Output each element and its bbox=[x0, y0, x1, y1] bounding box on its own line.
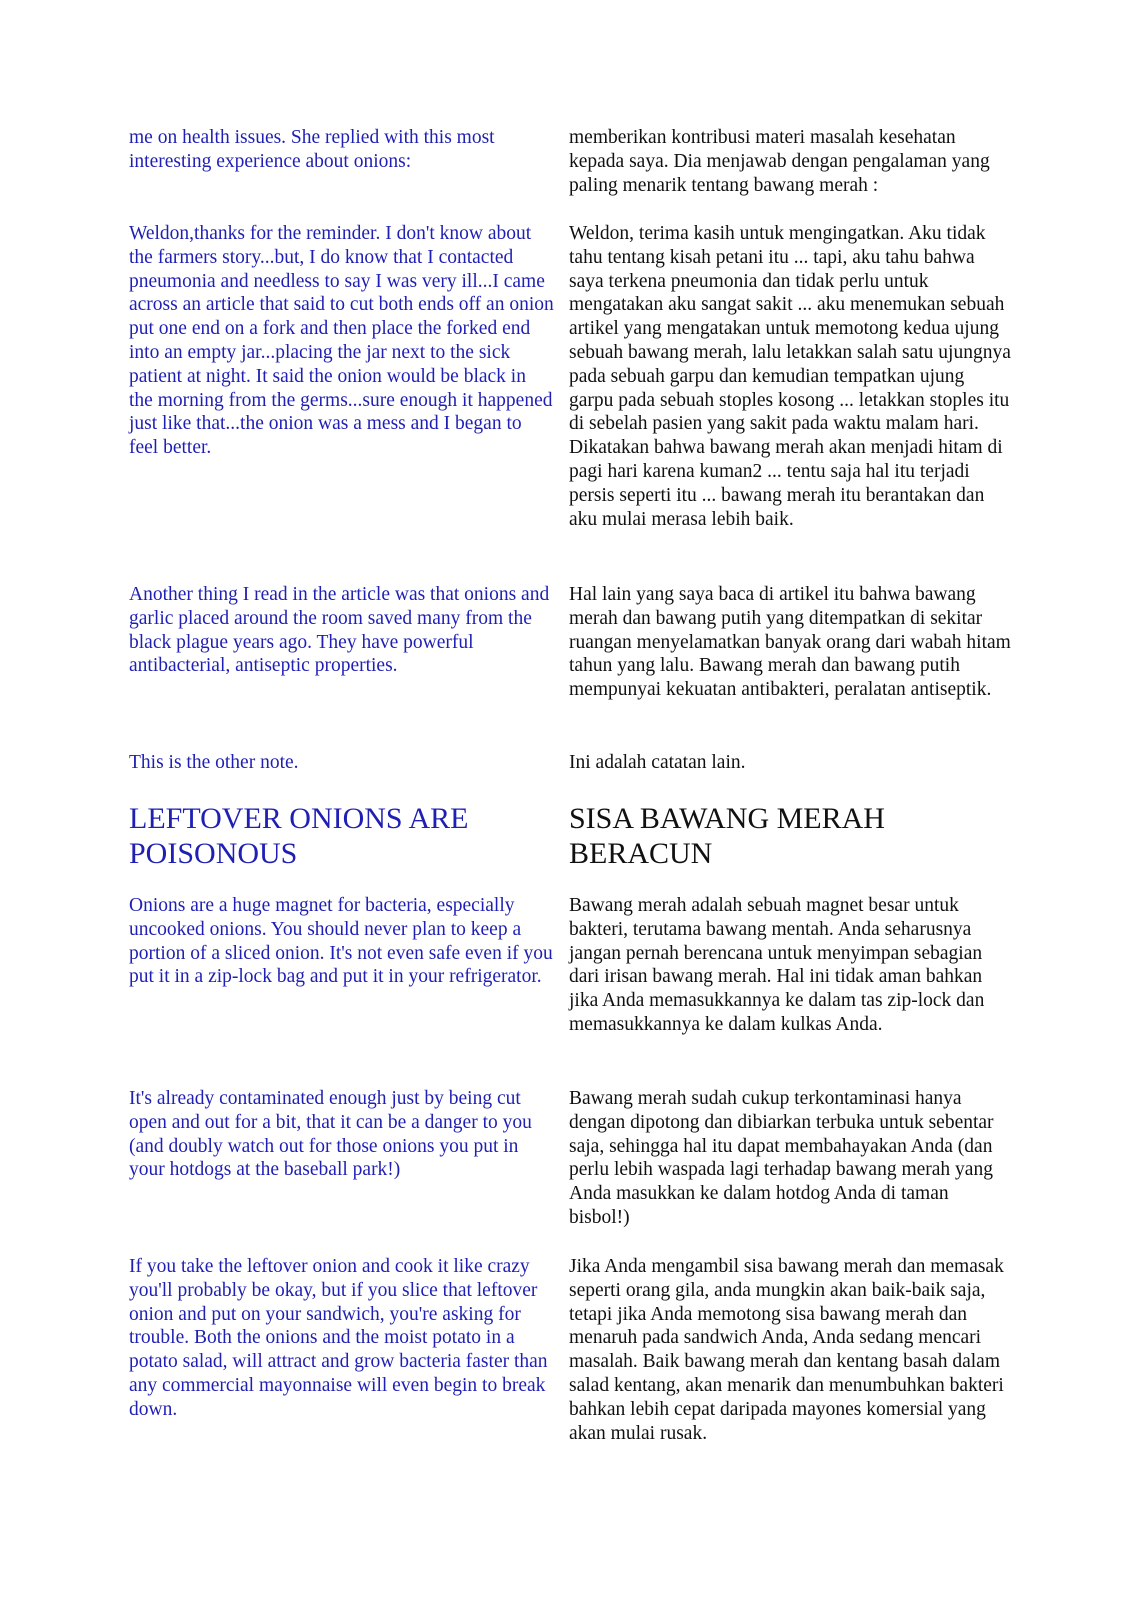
english-paragraph: It's already contaminated enough just by being cut open and out for a bit, that it can be a danger to you (and doubly watch out for those onions you put in your hotdogs at the baseball park!) bbox=[129, 1088, 532, 1181]
indonesian-paragraph: memberikan kontribusi materi masalah kesehatan kepada saya. Dia menjawab dengan pengalaman yang paling menarik tentang bawang merah : bbox=[569, 127, 990, 196]
english-paragraph: Weldon,thanks for the reminder. I don't know about the farmers story...but, I do know that I contacted pneumonia and needless to say I was very ill...I came across an article that said to cut both ends off an onion put one end on a fork and then place the forked end into an empty jar...placing the jar next to the sick patient at night. It said the onion would be black in the morning from the germs...sure enough it happened just like that...the onion was a mess and I began to feel better. bbox=[129, 223, 554, 459]
indonesian-paragraph: Bawang merah sudah cukup terkontaminasi hanya dengan dipotong dan dibiarkan terbuka untuk sebentar saja, sehingga hal itu dapat membahayakan Anda (dan perlu lebih waspada lagi terhadap bawang merah yang Anda masukkan ke dalam hotdog Anda di taman bisbol!) bbox=[569, 1088, 994, 1228]
english-paragraph: me on health issues. She replied with this most interesting experience about onions: bbox=[129, 127, 495, 172]
indonesian-heading: SISA BAWANG MERAH BERACUN bbox=[569, 802, 885, 870]
english-paragraph: If you take the leftover onion and cook it like crazy you'll probably be okay, but if you slice that leftover onion and put on your sandwich, you're asking for trouble. Both the onions and the moist potato in a potato salad, will attract and grow bacteria faster than any commercial mayonnaise will even begin to break down. bbox=[129, 1256, 548, 1420]
english-paragraph: This is the other note. bbox=[129, 752, 299, 773]
indonesian-paragraph: Hal lain yang saya baca di artikel itu bahwa bawang merah dan bawang putih yang ditempatkan di sekitar ruangan menyelamatkan banyak orang dari wabah hitam tahun yang lalu. Bawang merah dan bawang putih mempunyai kekuatan antibakteri, peralatan antiseptik. bbox=[569, 584, 1011, 701]
english-paragraph: Another thing I read in the article was that onions and garlic placed around the room saved many from the black plague years ago. They have powerful antibacterial, antiseptic properties. bbox=[129, 584, 550, 677]
english-paragraph: Onions are a huge magnet for bacteria, especially uncooked onions. You should never plan to keep a portion of a sliced onion. It's not even safe even if you put it in a zip-lock bag and put it in your refrigerator. bbox=[129, 895, 553, 988]
indonesian-paragraph: Bawang merah adalah sebuah magnet besar untuk bakteri, terutama bawang mentah. Anda seharusnya jangan pernah berencana untuk menyimpan sebagian dari irisan bawang merah. Hal ini tidak aman bahkan jika Anda memasukkannya ke dalam tas zip-lock dan memasukkannya ke dalam kulkas Anda. bbox=[569, 895, 985, 1035]
indonesian-paragraph: Ini adalah catatan lain. bbox=[569, 752, 746, 773]
english-heading: LEFTOVER ONIONS ARE POISONOUS bbox=[129, 802, 469, 870]
indonesian-paragraph: Weldon, terima kasih untuk mengingatkan. Aku tidak tahu tentang kisah petani itu ... tapi, aku tahu bahwa saya terkena pneumonia dan tidak perlu untuk mengatakan aku sangat sakit ... aku menemukan sebuah artikel yang mengatakan untuk memotong kedua ujung sebuah bawang merah, lalu letakkan salah satu ujungnya pada sebuah garpu dan kemudian tempatkan ujung garpu pada sebuah stoples kosong ... letakkan stoples itu di sebelah pasien yang sakit pada waktu malam hari. Dikatakan bahwa bawang merah akan menjadi hitam di pagi hari karena kuman2 ... tentu saja hal itu terjadi persis seperti itu ... bawang merah itu berantakan dan aku mulai merasa lebih baik. bbox=[569, 223, 1011, 530]
indonesian-paragraph: Jika Anda mengambil sisa bawang merah dan memasak seperti orang gila, anda mungkin akan baik-baik saja, tetapi jika Anda memotong sisa bawang merah dan menaruh pada sandwich Anda, Anda sedang mencari masalah. Baik bawang merah dan kentang basah dalam salad kentang, akan menarik dan menumbuhkan bakteri bahkan lebih cepat daripada mayones komersial yang akan mulai rusak. bbox=[569, 1256, 1004, 1444]
